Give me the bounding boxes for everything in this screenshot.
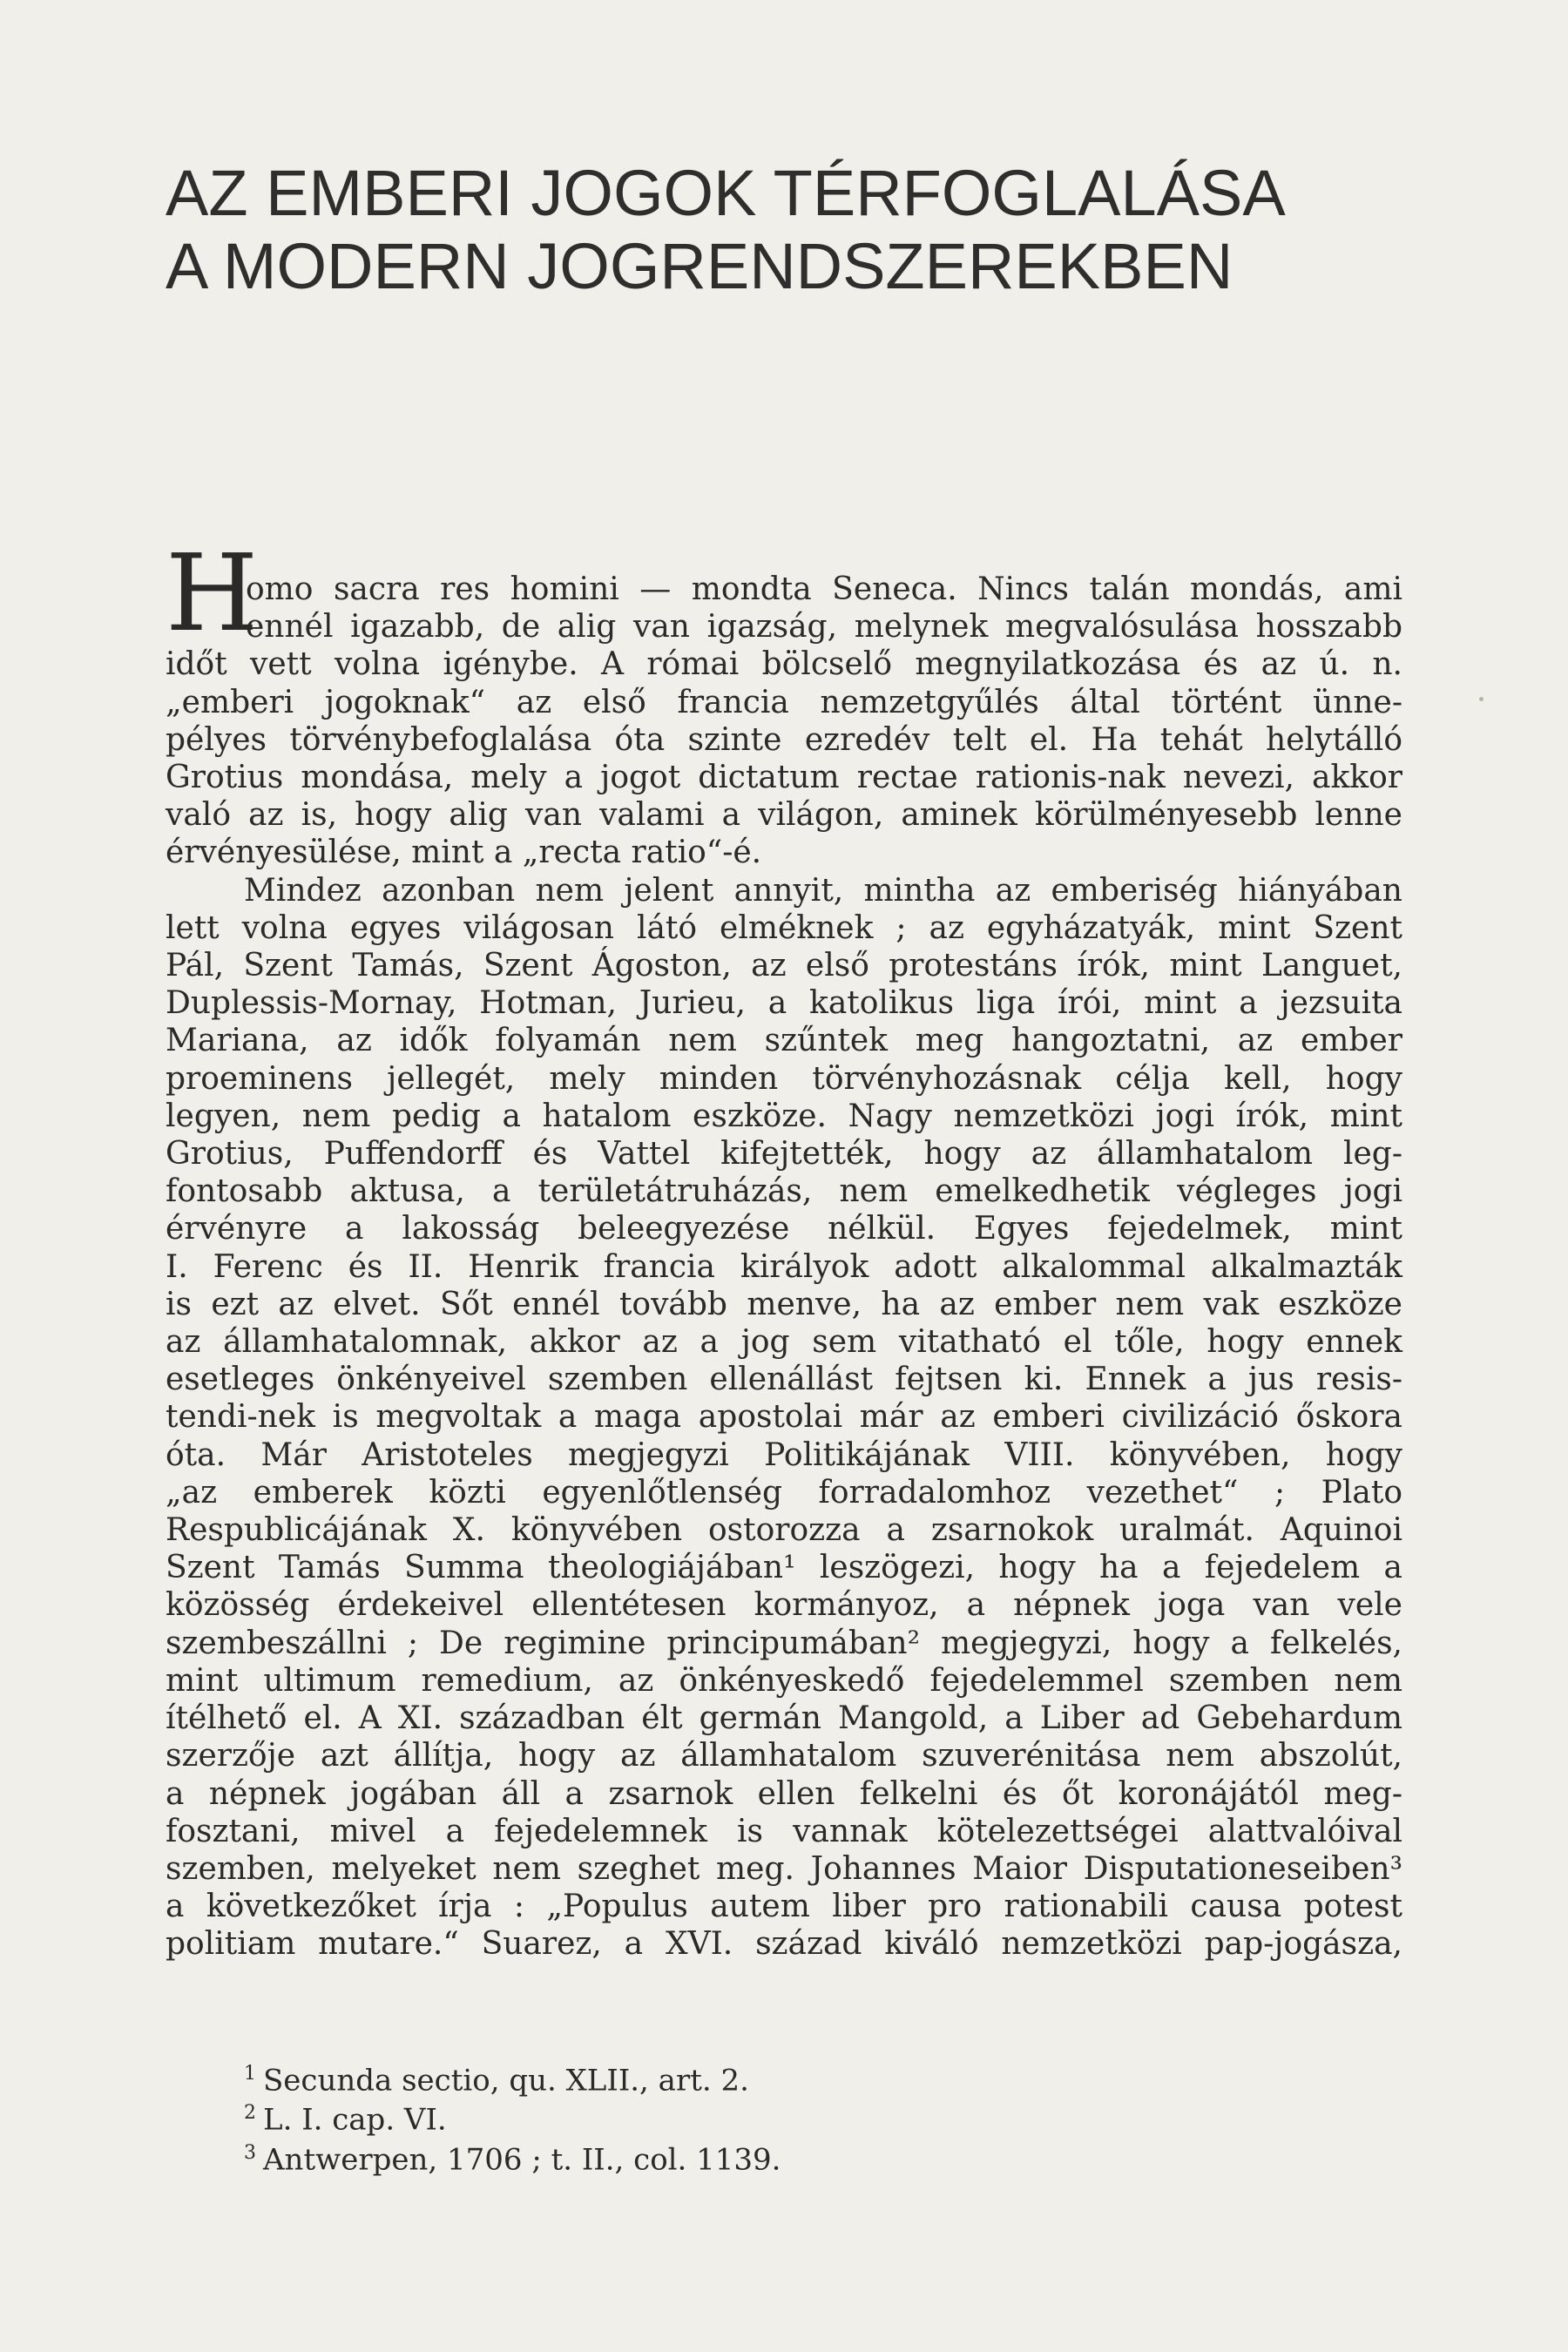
title-line-2: A MODERN JOGRENDSZEREKBEN [166,230,1233,302]
text-line: Pál, Szent Tamás, Szent Ágoston, az első protestáns írók, mint Languet, [166,948,1402,984]
text-line: szerzője azt állítja, hogy az államhatalom szuverénitása nem abszolút, [166,1738,1402,1774]
drop-cap: H [166,531,259,655]
text-line: közösség érdekeivel ellentétesen kormányoz, a népnek joga van vele [166,1587,1402,1624]
footnote-text: Secunda sectio, qu. XLII., art. 2. [263,2063,749,2099]
paper-speck [1479,697,1484,701]
text-line: Respublicájának X. könyvében ostorozza a zsarnokok uralmát. Aquinoi [166,1512,1402,1549]
text-line: óta. Már Aristoteles megjegyzi Politikájának VIII. könyvében, hogy [166,1436,1402,1473]
text-line: a következőket írja : „Populus autem liber pro rationabili causa potest [166,1889,1402,1925]
footnote-3 [244,2137,1028,2176]
text-line: politiam mutare.“ Suarez, a XVI. század kiváló nemzetközi pap-jogásza, [166,1926,1402,1963]
body-text [166,571,1402,1963]
footnotes [244,2058,1028,2176]
footnote-text: L. I. cap. VI. [263,2102,447,2138]
text-line: való az is, hogy alig van valami a világon, aminek körülményesebb lenne [166,797,1402,834]
text-line: Szent Tamás Summa theologiájában¹ leszögezi, hogy ha a fejedelem a [166,1550,1402,1586]
text-line: Mindez azonban nem jelent annyit, mintha az emberiség hiányában [244,872,1402,909]
footnote-mark: 2 [244,2102,256,2125]
text-line: is ezt az elvet. Sőt ennél tovább menve, ha az ember nem vak eszköze [166,1286,1402,1322]
title-line-1: AZ EMBERI JOGOK TÉRFOGLALÁSA [166,157,1286,229]
text-line: Mariana, az idők folyamán nem szűntek meg hangoztatni, az ember [166,1023,1402,1059]
footnote-mark: 1 [244,2063,256,2085]
text-line: szemben, melyeket nem szeghet meg. Johannes Maior Disputationeseiben³ [166,1850,1402,1887]
text-line: ennél igazabb, de alig van igazság, melynek megvalósulása hosszabb [246,609,1402,645]
text-line: fontosabb aktusa, a területátruházás, nem emelkedhetik végleges jogi [166,1173,1402,1210]
text-line: pélyes törvénybefoglalása óta szinte ezredév telt el. Ha tehát helytálló [166,721,1402,758]
page-title [166,157,1402,303]
text-line: a népnek jogában áll a zsarnok ellen felkelni és őt koronájától meg- [166,1775,1402,1812]
footnote-1 [244,2058,1028,2097]
text-line: legyen, nem pedig a hatalom eszköze. Nagy nemzetközi jogi írók, mint [166,1098,1402,1134]
paragraph-1 [166,571,1402,872]
text-line: I. Ferenc és II. Henrik francia királyok adott alkalommal alkalmazták [166,1248,1402,1285]
footnote-text: Antwerpen, 1706 ; t. II., col. 1139. [263,2141,781,2177]
text-line: ítélhető el. A XI. században élt germán Mangold, a Liber ad Gebehardum [166,1700,1402,1737]
paragraph-2 [166,872,1402,1963]
text-line: Duplessis-Mornay, Hotman, Jurieu, a katolikus liga írói, mint a jezsuita [166,985,1402,1022]
text-line: „emberi jogoknak“ az első francia nemzetgyűlés által történt ünne- [166,684,1402,720]
text-line: időt vett volna igénybe. A római bölcselő megnyilatkozása és az ú. n. [166,646,1402,683]
text-line: proeminens jellegét, mely minden törvényhozásnak célja kell, hogy [166,1060,1402,1097]
text-line: mint ultimum remedium, az önkényeskedő fejedelemmel szemben nem [166,1662,1402,1699]
text-line: lett volna egyes világosan látó elméknek ; az egyházatyák, mint Szent [166,909,1402,946]
text-line: fosztani, mivel a fejedelemnek is vannak kötelezettségei alattvalóival [166,1813,1402,1849]
text-line: Grotius mondása, mely a jogot dictatum rectae rationis-nak nevezi, akkor [166,760,1402,796]
text-line: tendi-nek is megvoltak a maga apostolai már az emberi civilizáció őskora [166,1399,1402,1436]
text-line: omo sacra res homini — mondta Seneca. Nincs talán mondás, ami [246,571,1402,607]
text-line: az államhatalomnak, akkor az a jog sem vitatható el tőle, hogy ennek [166,1324,1402,1361]
text-line: Grotius, Puffendorff és Vattel kifejtették, hogy az államhatalom leg- [166,1136,1402,1173]
text-line: „az emberek közti egyenlőtlenség forradalomhoz vezethet“ ; Plato [166,1474,1402,1511]
footnote-mark: 3 [244,2141,256,2164]
text-line: esetleges önkényeivel szemben ellenállást fejtsen ki. Ennek a jus resis- [166,1362,1402,1398]
footnote-2 [244,2097,1028,2136]
text-line: érvényre a lakosság beleegyezése nélkül. Egyes fejedelmek, mint [166,1211,1402,1247]
text-line: érvényesülése, mint a „recta ratio“-é. [166,835,762,871]
text-line: szembeszállni ; De regimine principumában² megjegyzi, hogy a felkelés, [166,1625,1402,1661]
